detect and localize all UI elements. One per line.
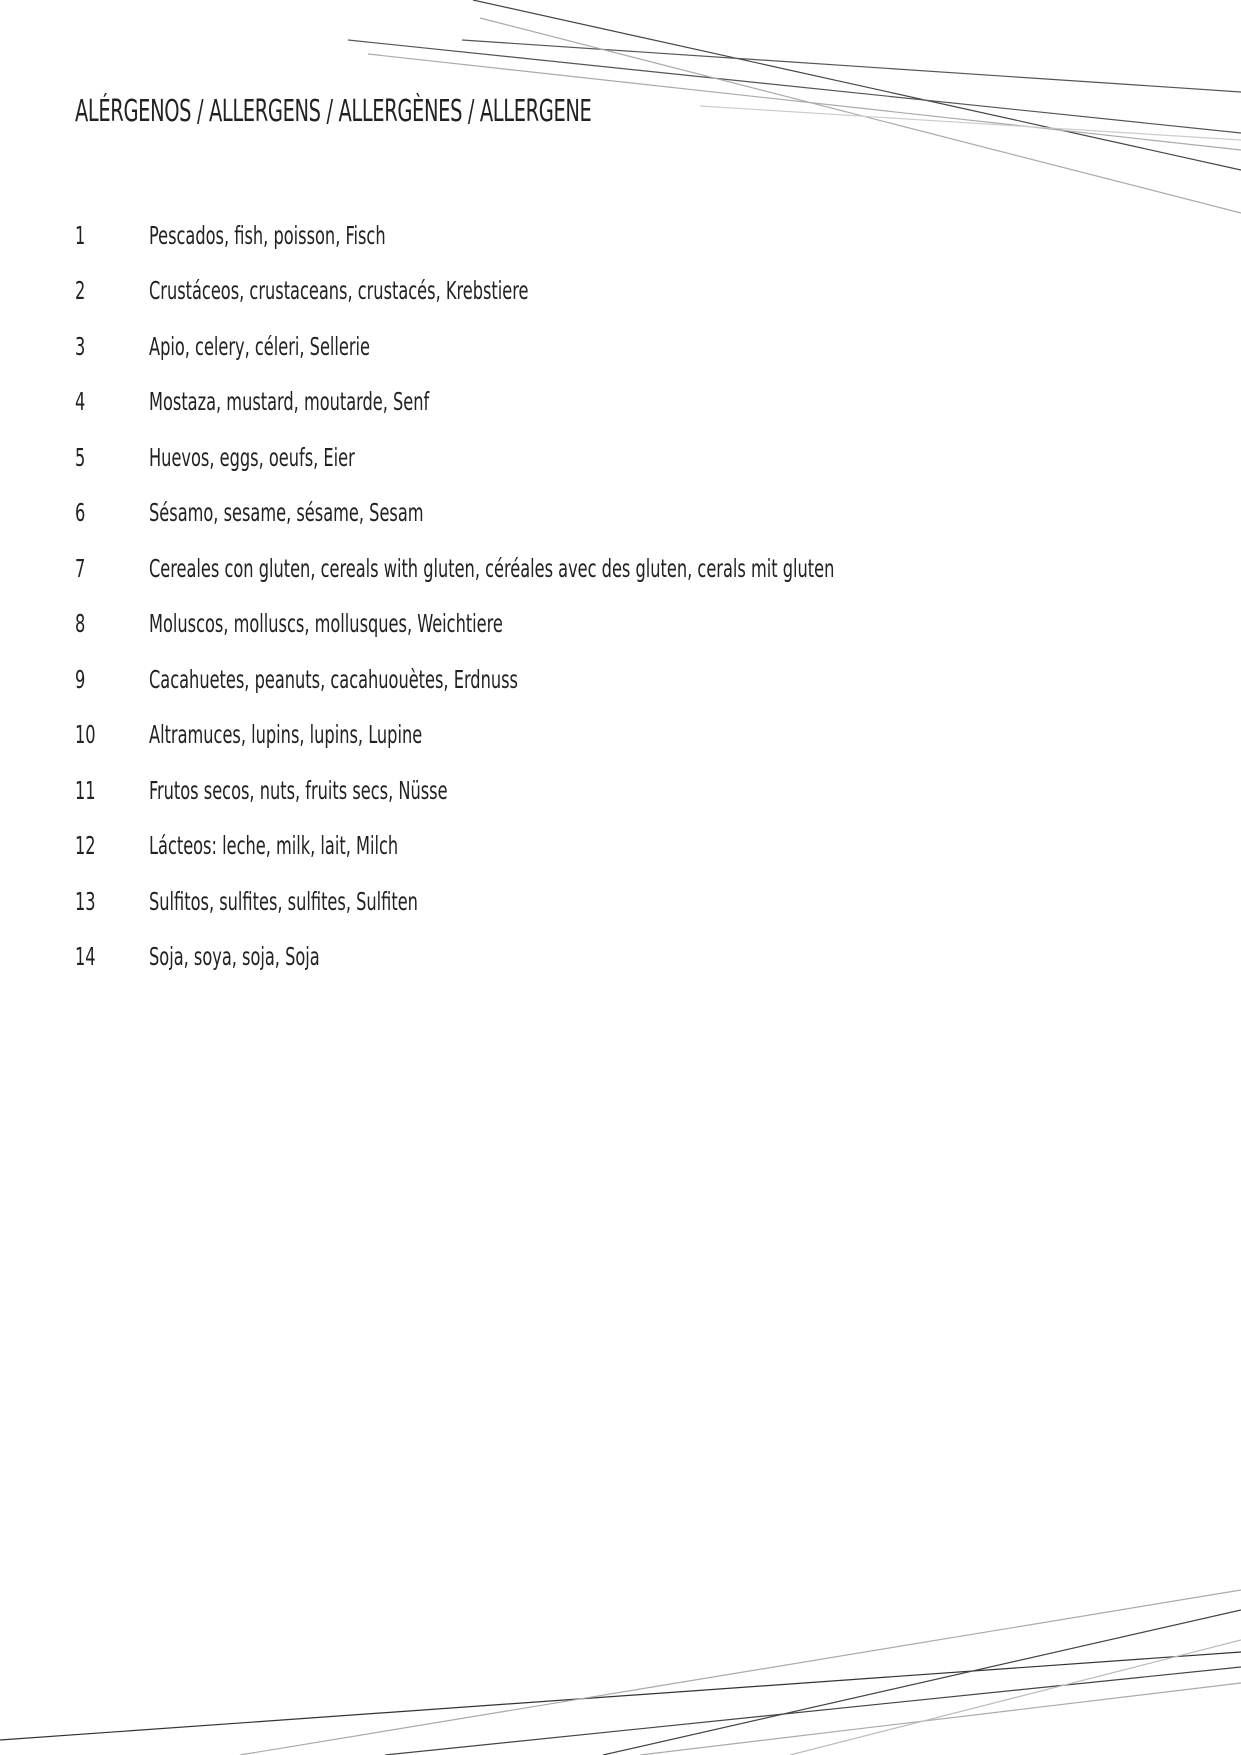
allergen-label: Sulfitos, sulfites, sulfites, Sulfiten [149, 887, 418, 916]
deco-line [790, 1640, 1241, 1755]
deco-line [385, 1667, 1241, 1755]
allergen-label: Pescados, fish, poisson, Fisch [149, 221, 386, 250]
allergen-number: 3 [75, 332, 86, 361]
deco-line [640, 1683, 1241, 1755]
allergen-number: 9 [75, 665, 86, 694]
allergen-number: 1 [75, 221, 86, 250]
allergen-label: Mostaza, mustard, moutarde, Senf [149, 387, 430, 416]
allergen-label: Soja, soya, soja, Soja [149, 942, 320, 971]
allergen-label: Altramuces, lupins, lupins, Lupine [149, 720, 423, 749]
allergen-number: 4 [75, 387, 86, 416]
allergen-number: 13 [75, 887, 96, 916]
deco-line [700, 106, 1241, 140]
allergen-label: Sésamo, sesame, sésame, Sesam [149, 498, 424, 527]
allergen-number: 5 [75, 443, 86, 472]
deco-line [240, 1590, 1241, 1755]
allergen-number: 8 [75, 609, 86, 638]
allergen-label: Apio, celery, céleri, Sellerie [149, 332, 371, 361]
deco-line [480, 18, 1241, 213]
allergen-number: 7 [75, 554, 86, 583]
deco-line [0, 1652, 1241, 1740]
allergen-label: Cacahuetes, peanuts, cacahuouètes, Erdnuss [149, 665, 518, 694]
allergen-number: 11 [75, 776, 96, 805]
allergen-label: Huevos, eggs, oeufs, Eier [149, 443, 355, 472]
deco-line [462, 40, 1241, 92]
allergen-number: 14 [75, 942, 96, 971]
allergen-label: Lácteos: leche, milk, lait, Milch [149, 831, 399, 860]
allergen-label: Frutos secos, nuts, fruits secs, Nüsse [149, 776, 448, 805]
deco-line [603, 1610, 1241, 1755]
allergen-number: 10 [75, 720, 96, 749]
deco-line [473, 0, 1241, 170]
allergen-number: 12 [75, 831, 96, 860]
allergen-label: Crustáceos, crustaceans, crustacés, Krebstiere [149, 276, 529, 305]
allergen-number: 6 [75, 498, 86, 527]
allergen-number: 2 [75, 276, 86, 305]
allergen-label: Moluscos, molluscs, mollusques, Weichtiere [149, 609, 503, 638]
allergen-label: Cereales con gluten, cereals with gluten, céréales avec des gluten, cerals mit gluten [149, 554, 835, 583]
page-title: ALÉRGENOS / ALLERGENS / ALLERGÈNES / ALLERGENE [75, 94, 592, 129]
